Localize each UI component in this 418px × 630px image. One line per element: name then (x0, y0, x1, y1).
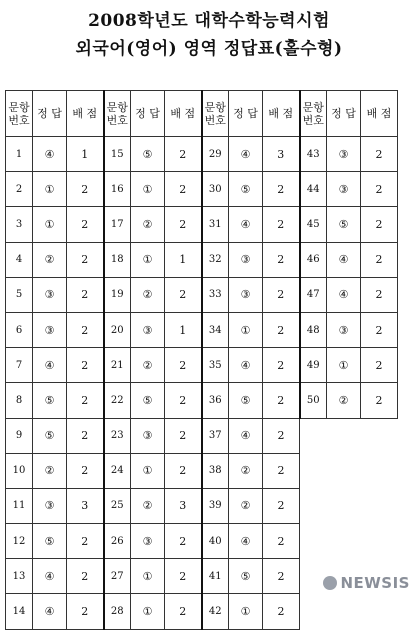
question-number: 38 (202, 453, 229, 488)
header-row (6, 91, 398, 137)
header-answer: 정 답 (327, 91, 361, 137)
answer-cell: ④ (229, 524, 263, 559)
question-number: 50 (300, 383, 327, 418)
question-number: 49 (300, 348, 327, 383)
points-cell: 2 (263, 348, 300, 383)
empty-cell (361, 453, 398, 488)
answer-cell: ④ (229, 348, 263, 383)
answer-cell: ⑤ (33, 418, 67, 453)
empty-cell (300, 453, 327, 488)
question-number: 5 (6, 277, 33, 312)
page-subtitle: 외국어(영어) 영역 정답표(홀수형) (75, 39, 343, 59)
points-cell: 2 (67, 559, 104, 594)
answer-cell: ④ (229, 418, 263, 453)
points-cell: 2 (165, 594, 202, 629)
answer-cell: ③ (33, 312, 67, 347)
answer-cell: ③ (33, 488, 67, 523)
question-number: 30 (202, 172, 229, 207)
answer-cell: ① (33, 172, 67, 207)
points-cell: 2 (263, 453, 300, 488)
points-cell: 2 (361, 312, 398, 347)
empty-cell (361, 418, 398, 453)
points-cell: 2 (165, 559, 202, 594)
answer-cell: ⑤ (229, 172, 263, 207)
header-points: 배 점 (67, 91, 104, 137)
points-cell: 2 (263, 312, 300, 347)
question-number: 33 (202, 277, 229, 312)
question-number: 19 (104, 277, 131, 312)
points-cell: 1 (165, 312, 202, 347)
points-cell: 2 (67, 207, 104, 242)
question-number: 44 (300, 172, 327, 207)
question-number: 29 (202, 137, 229, 172)
newsis-logo-icon (323, 576, 337, 590)
table-row (6, 524, 398, 559)
empty-cell (300, 524, 327, 559)
points-cell: 2 (165, 137, 202, 172)
question-number: 12 (6, 524, 33, 559)
points-cell: 2 (361, 172, 398, 207)
points-cell: 2 (67, 594, 104, 629)
answer-cell: ④ (229, 137, 263, 172)
answer-cell: ④ (33, 559, 67, 594)
points-cell: 2 (361, 277, 398, 312)
question-number: 35 (202, 348, 229, 383)
question-number: 39 (202, 488, 229, 523)
question-number: 43 (300, 137, 327, 172)
answer-cell: ① (131, 453, 165, 488)
answer-cell: ① (131, 172, 165, 207)
answer-cell: ① (229, 594, 263, 629)
question-number: 27 (104, 559, 131, 594)
question-number: 36 (202, 383, 229, 418)
points-cell: 2 (361, 348, 398, 383)
page-title: 2008학년도 대학수학능력시험 (88, 11, 330, 31)
question-number: 7 (6, 348, 33, 383)
answer-cell: ① (131, 242, 165, 277)
points-cell: 3 (67, 488, 104, 523)
points-cell: 2 (263, 172, 300, 207)
question-number: 2 (6, 172, 33, 207)
empty-cell (327, 418, 361, 453)
points-cell: 2 (165, 418, 202, 453)
points-cell: 2 (67, 453, 104, 488)
question-number: 11 (6, 488, 33, 523)
points-cell: 2 (361, 242, 398, 277)
question-number: 47 (300, 277, 327, 312)
points-cell: 3 (165, 488, 202, 523)
points-cell: 1 (165, 242, 202, 277)
header-number: 문항번호 (6, 91, 33, 137)
question-number: 10 (6, 453, 33, 488)
empty-cell (327, 453, 361, 488)
empty-cell (327, 594, 361, 629)
question-number: 14 (6, 594, 33, 629)
answer-cell: ③ (131, 418, 165, 453)
points-cell: 2 (263, 594, 300, 629)
question-number: 48 (300, 312, 327, 347)
question-number: 20 (104, 312, 131, 347)
empty-cell (361, 488, 398, 523)
table-row (6, 594, 398, 629)
table-row (6, 488, 398, 523)
question-number: 37 (202, 418, 229, 453)
answer-cell: ④ (229, 207, 263, 242)
points-cell: 2 (263, 488, 300, 523)
watermark-text: NEWSIS (340, 574, 410, 592)
table-row (6, 418, 398, 453)
question-number: 46 (300, 242, 327, 277)
points-cell: 2 (67, 242, 104, 277)
table-row (6, 312, 398, 347)
points-cell: 2 (165, 277, 202, 312)
header-answer: 정 답 (229, 91, 263, 137)
newsis-watermark (323, 574, 410, 592)
points-cell: 2 (165, 172, 202, 207)
answer-cell: ② (131, 348, 165, 383)
question-number: 16 (104, 172, 131, 207)
answer-cell: ⑤ (229, 559, 263, 594)
answer-cell: ① (327, 348, 361, 383)
table-row (6, 383, 398, 418)
answer-cell: ② (131, 488, 165, 523)
answer-cell: ③ (131, 312, 165, 347)
points-cell: 2 (361, 137, 398, 172)
answer-cell: ④ (33, 594, 67, 629)
question-number: 26 (104, 524, 131, 559)
question-number: 17 (104, 207, 131, 242)
answer-cell: ③ (229, 242, 263, 277)
points-cell: 2 (361, 383, 398, 418)
answer-cell: ② (327, 383, 361, 418)
empty-cell (300, 594, 327, 629)
answer-cell: ③ (229, 277, 263, 312)
question-number: 31 (202, 207, 229, 242)
answer-cell: ③ (327, 172, 361, 207)
answer-cell: ④ (33, 137, 67, 172)
table-row (6, 137, 398, 172)
answer-cell: ② (229, 453, 263, 488)
answer-cell: ① (131, 559, 165, 594)
question-number: 9 (6, 418, 33, 453)
header-number: 문항번호 (104, 91, 131, 137)
question-number: 32 (202, 242, 229, 277)
points-cell: 2 (165, 348, 202, 383)
points-cell: 2 (361, 207, 398, 242)
answer-cell: ④ (327, 242, 361, 277)
empty-cell (327, 488, 361, 523)
answer-cell: ⑤ (229, 383, 263, 418)
empty-cell (300, 418, 327, 453)
table-row (6, 453, 398, 488)
question-number: 45 (300, 207, 327, 242)
answer-cell: ③ (327, 137, 361, 172)
answer-cell: ⑤ (131, 137, 165, 172)
table-row (6, 348, 398, 383)
points-cell: 2 (67, 312, 104, 347)
points-cell: 2 (165, 383, 202, 418)
answer-cell: ③ (33, 277, 67, 312)
question-number: 21 (104, 348, 131, 383)
points-cell: 1 (67, 137, 104, 172)
points-cell: 2 (67, 524, 104, 559)
answer-cell: ② (131, 207, 165, 242)
answer-cell: ② (131, 277, 165, 312)
question-number: 18 (104, 242, 131, 277)
header-points: 배 점 (361, 91, 398, 137)
answer-cell: ② (33, 242, 67, 277)
answer-cell: ① (131, 594, 165, 629)
points-cell: 2 (67, 348, 104, 383)
answer-cell: ① (33, 207, 67, 242)
question-number: 34 (202, 312, 229, 347)
header-answer: 정 답 (131, 91, 165, 137)
empty-cell (361, 524, 398, 559)
points-cell: 2 (67, 383, 104, 418)
header-answer: 정 답 (33, 91, 67, 137)
question-number: 23 (104, 418, 131, 453)
points-cell: 2 (263, 277, 300, 312)
header-number: 문항번호 (202, 91, 229, 137)
question-number: 24 (104, 453, 131, 488)
answer-cell: ② (33, 453, 67, 488)
answer-cell: ④ (327, 277, 361, 312)
answer-cell: ① (229, 312, 263, 347)
question-number: 28 (104, 594, 131, 629)
question-number: 3 (6, 207, 33, 242)
points-cell: 3 (263, 137, 300, 172)
question-number: 42 (202, 594, 229, 629)
points-cell: 2 (263, 418, 300, 453)
points-cell: 2 (263, 207, 300, 242)
answer-cell: ③ (327, 312, 361, 347)
points-cell: 2 (165, 524, 202, 559)
table-row (6, 277, 398, 312)
question-number: 40 (202, 524, 229, 559)
answer-table (5, 90, 398, 630)
points-cell: 2 (165, 453, 202, 488)
answer-cell: ③ (131, 524, 165, 559)
question-number: 15 (104, 137, 131, 172)
table-row (6, 242, 398, 277)
points-cell: 2 (263, 524, 300, 559)
answer-cell: ⑤ (33, 524, 67, 559)
points-cell: 2 (263, 383, 300, 418)
header-points: 배 점 (263, 91, 300, 137)
answer-cell: ④ (33, 348, 67, 383)
points-cell: 2 (67, 418, 104, 453)
question-number: 22 (104, 383, 131, 418)
question-number: 41 (202, 559, 229, 594)
empty-cell (300, 488, 327, 523)
question-number: 8 (6, 383, 33, 418)
empty-cell (361, 594, 398, 629)
points-cell: 2 (263, 242, 300, 277)
question-number: 1 (6, 137, 33, 172)
points-cell: 2 (165, 207, 202, 242)
header-number: 문항번호 (300, 91, 327, 137)
question-number: 25 (104, 488, 131, 523)
empty-cell (327, 524, 361, 559)
question-number: 13 (6, 559, 33, 594)
empty-cell (300, 559, 327, 594)
answer-cell: ⑤ (327, 207, 361, 242)
question-number: 6 (6, 312, 33, 347)
points-cell: 2 (67, 172, 104, 207)
answer-cell: ② (229, 488, 263, 523)
answer-cell: ⑤ (131, 383, 165, 418)
question-number: 4 (6, 242, 33, 277)
table-row (6, 172, 398, 207)
answer-cell: ⑤ (33, 383, 67, 418)
points-cell: 2 (263, 559, 300, 594)
header-points: 배 점 (165, 91, 202, 137)
table-row (6, 207, 398, 242)
points-cell: 2 (67, 277, 104, 312)
